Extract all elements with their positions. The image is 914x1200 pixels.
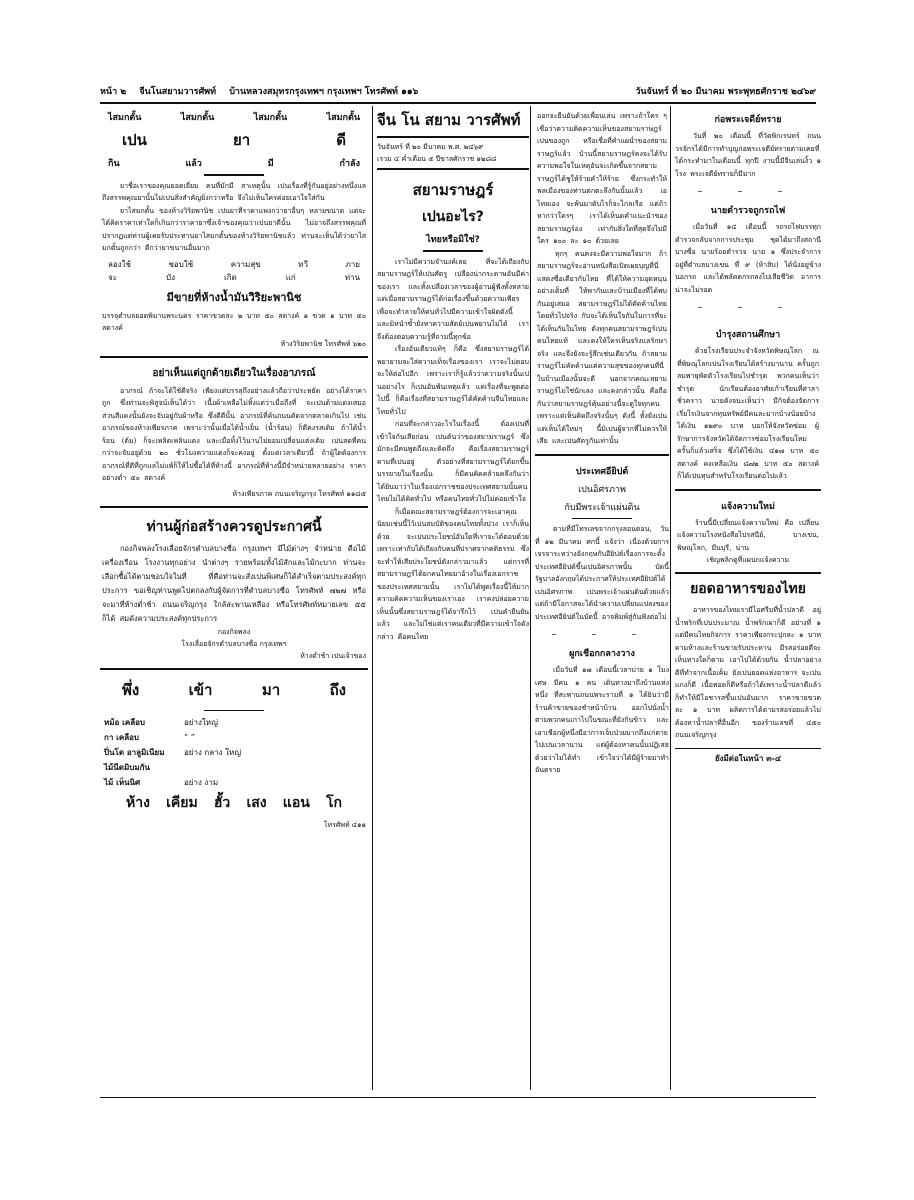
divider	[572, 518, 632, 520]
section-separator: – – –	[697, 186, 799, 197]
news-title: ผูกเชือกกลางวาง	[569, 649, 635, 659]
news-body: ร้านนี้มีเปลี่ยนแจ้งความใหม่ คือ เปลี่ยนแจ้งความโรงหนังสือไปรสนีย์, บางเขน, พิษณุโลก, มีนบุรี, น่าน	[677, 518, 819, 552]
page-bottom-rule	[100, 1097, 816, 1099]
issue-date-line: วันจันทร์ ที่ ๒๐ มีนาคม พ.ศ. ๒๔๖๙	[377, 143, 484, 151]
ad-headline: เปน ยา ดี	[122, 131, 346, 149]
ad-signature: ห้างวิริยพานิช โทรศัพท์ ๖๒๐	[280, 339, 366, 348]
editorial-paragraph: ทุกๆ คนคงจะมีความพอใจมาก ถ้าสยามราษฎร์จะอ่านหนังสือเปิดเผยบุญที่นี่แสดงซื่อเดียวกับไทย ที่ได้ให้ความอุดหนุนอย่างเต็มที่ ให้พากันและบ้านเมืองที่ได้พบกันอยู่เสมอ สยามราษฎร์ไม่ได้คัดค้านไทยโดยทั่วไปจริง กับจะได้เห็นใจกันในการที่จะได้เห็นกันในไทย ดังทุกคนสยามราษฎร์เปนคนไทยแท้ และคงให้ใครเห็นจริงแลรักษาจริง และจึงยังจะรู้สึกเช่นเดียวกัน ถ้าสยามราษฎร์ไม่คัดค้านแต่ความสุขของทุกคนที่นี่ในบ้านเมืองนั้นจะดี นอกจากคณะสยามราษฎร์ไม่ใช่นักเลง และคงกล่าวนั้น คือถือกันว่าสยามราษฎร์คุ้นอย่างนี้จะดูใจทุกคน เพราะแต่เห็นคิดถึงจริงนั้นๆ ดังนี้ ทั้งยังเปนแต่เห็นได้ใหม่ๆ นี้มิเปนผู้จากที่ไม่ควรให้เสีย และเปนศัตรูกันเท่านั้น	[537, 249, 667, 445]
news-body: วันที่ ๒๐ เดือนนี้ ที่วัดพิกเรนทร์ ถนนวรจักรได้มีการทำบุญก่อพระเจดีย์ทรายตามเคยที่ได้กระทำมาในเดือนนี้ ทุกปี งานนี้มีจีนเล่นงิ้ว ๑ โรง พระเจดีย์ทรายก็มีมาก	[675, 132, 821, 178]
issue-date: วันจันทร์ ที่ ๒๐ มีนาคม พระพุทธศักราช ๒๔๖๙	[635, 87, 816, 97]
editorial-paragraph: เราไม่มีความจำนงค์เลย ที่จะได้เถียงกับสยามราษฎร์ให้เปนศัตรู เปลืองน่ากระดาษอันมีค่าของเรา และทั้งเปลืองเวลาของผู้อ่านผู้ฟังทั้งหลาย แต่เมื่อสยามราษฎร์ได้ก่อเรื่องขึ้นด้วยความเพียรเพื่อจะทำลายให้คนทั่วไปมีความเข้าใจผิดดังนี้ และมิหนำซ้ำยังหาความสัตย์เปนพยานไม่ได้ เราจึงต้องตอบความรู้ที่ถามนี้ทุกข้อ	[377, 257, 529, 341]
editorial-subtitle: ไทยหรือมิใช่?	[426, 235, 480, 245]
ad-clothing	[100, 358, 368, 508]
store-phone: โทรศัพท์ ๔๑๑	[323, 821, 366, 829]
column-advertisements	[100, 106, 368, 1090]
divider	[423, 250, 483, 252]
page-masthead	[100, 80, 816, 104]
news-subtitle: กับมีพระเจ้าแผ่นดิน	[564, 502, 640, 513]
editorial-paragraph: ก่อนที่จะกล่าวอะไรในเรื่องนี้ ต้องเปนที่เข้าใจกันเสียก่อน เปนต้นว่าของสยามราษฎร์ ซึ่งมักจะมีคนพูดถึงและคิดถึง คือเรื่องสยามราษฎร์ตามที่เปนอยู่ ตัวอย่างที่สยามราษฎร์ได้ยกขึ้นบรรยายในเรื่องนั้น ก็มีคนคิดคล้ายคลึงกันว่า ได้ยินมาว่าในเรื่องเอกราชของประเทศสยามนั้นคนไทยไม่ได้คิดทั่วไป หรือคนไทยทั่วไปไม่ค่อยเข้าใจ	[377, 420, 529, 503]
product-list	[102, 715, 366, 790]
divider	[204, 710, 264, 712]
product-item: ไม้นีดมิบมกัน	[104, 763, 150, 772]
ad-subhead: กิน แล้ว มี กำลัง	[108, 159, 360, 169]
editorial-paragraph: ออกจะยืนยันด้วยเพื่อนเล่น เพราะถ้าใคร ๆ เชื่อว่าความคิดความเห็นของสยามราษฎร์เปนของถูก หรือเชื่อที่คำแผน่ำของสยามราษฎร์แล้ว บ้านนี้สยามราษฎร์คงจะได้รับความพอใจในเหตุอันจะเกิดขึ้นจากสยามราษฎร์ได้ชูให้ร้ายคำให้ร้าย ซึ่งกระทำให้พลเมืองของท่านตกตะลึงกันนั้นแล้ว เอ ไทยเอง จะพ้นมาดับไรก็จะไกลเรือ แต่ถ้าหากว่าใครๆ เราได้เห็นดคำแนะนำของสยามราษฎร์อง เท่ากับสิ่งใดที่สุดจึงไม่มีใคร ๑๐๐ ละ ๑๐ ด้วยเลย	[537, 112, 667, 245]
newspaper-page	[100, 80, 821, 1120]
product-item: หม้อ เคลือบ อย่างใหญ่	[104, 718, 218, 727]
news-title: ประเทศอียิปต์	[575, 466, 629, 477]
news-egypt	[535, 456, 669, 641]
ad-address: บรรจุตำบลยอดพิมานพระนคร ราคาขวดละ ๒ บาท ๕๐ สตางค์ ๑ ขวด ๑ บาท ๕๐ สตางค์	[102, 311, 366, 332]
section-separator: – – –	[697, 302, 799, 313]
ad-uses-row: ลองใช้ ชอบใช้ ความสุข ทวี ภาย	[108, 259, 360, 269]
column-editorial	[372, 106, 529, 1090]
ad-brand-row: ไสมกตั้น ไสมกตั้น ไสมกตั้น ไสมกตั้น	[108, 113, 360, 123]
editorial-continued	[535, 106, 669, 456]
ad-headline: ท่านผู้ก่อสร้างควรดูประกาศนี้	[146, 518, 322, 535]
news-body: อาหารของไทยเรามีไอศรีมที่น้ำปลาดี อยู่น้ำพริกที่เปนประมาณ น้ำพริกเผาก็ดี อย่างที่ ๑ แต่มีคนไทยกิจการ ราคาเพียงกระปุกละ ๑ บาท ตามห้างและร้านขายรับประทาน มีรสอร่อยดีจะเห็นทางใดก็ตาม เอาไปได้ด้วยกัน น้ำปลาอย่างดีที่ทำจากเนื้อเค็ม ยังเปนยอดแห่งอาหาร จะเปนแกงก็ดี เนื้อทอดก็ดีหรือถ้าได้เพราะน้ำปลาดีแล้วก็ทำให้มีโอชารสขึ้นเปนอันมาก ราคาขายขวดละ ๑ บาท ผลิตการได้ตามรสอร่อยแล้วไม่ต้องหาน้ำปลาที่อื่นอีก ของร้านเลขที่ ๔๕๐ ถนนเจริญกรุง	[675, 606, 821, 739]
paper-name: จีนโนสยามวารศัพท์	[139, 87, 217, 97]
news-subtitle: เปนอิศรภาพ	[578, 484, 626, 495]
ad-body: ยาชื่อเราของคุณยอดเยี่ยม คนที่มักมี สาเหตุนั้น เปนเรื่องที่รู้กันอยู่อย่างหนึ่งแล ถึงสรรพคุณยานั้นไม่เปนสิ่งสำคัญยิ่งกว่าหรือ จึงไม่เห็นใครค่อยเอาใจใส่กัน	[102, 181, 366, 202]
news-body: ด้วยโรงเรียนประจำจังหวัดพิษณุโลก ณ ที่พิษณุโลกเปนโรงเรียนได้สร้างมานาน ครั้นถูกลมพายุพัดตัวโรงเรียนไปชำรุด พวกคนเห็นว่าชำรุด นักเรียนต้องอาศัยเก้าเรียนที่ศาลาชั่วคราว นายคังจนะเห็นว่า มีกิจต้องจัดการเรี่ยไรเงินจากทุนทรัพย์มีคนละมากบ้างน้อยบ้าง ได้เงิน ๑๒๙๐ บาท บอกให้จังหวัดซ่อม ผู้รักษาการจังหวัดได้จัดการซ่อมโรงเรียนใหม่ ครั้นก็แล้วเสร็จ ซึ่งได้ใช้เงิน ๔๑๗ บาท ๕๐ สตางค์ คงเหลือเงิน ๘๗๒ บาท ๕๐ สตางค์ ก็ได้เปนทุนสำหรับโรงเรียนต่อไปแล้ว	[677, 347, 819, 480]
continued-note: ยังมีต่อในหน้า ๓-๔	[675, 748, 821, 765]
news-murder	[535, 646, 669, 777]
ad-construction	[100, 508, 368, 670]
news-pagoda	[675, 112, 821, 197]
editorial-title: สยามราษฎร์	[412, 181, 494, 199]
news-title: แจ้งความใหม่	[721, 501, 775, 512]
section-separator: – – –	[551, 629, 653, 640]
news-body: ตามที่มีโทรเลขจากกรุงลอนดอน, วันที่ ๑๒ มีนาคม ศกนี้ แจ้งว่า เนื่องด้วยการเจรจาระหว่างอังกฤษกับอียิปต์เรื่องการจะตั้งประเทศอียิปต์ขึ้นเปนอิศรภาพนั้น บัดนี้รัฐบาลอังกฤษได้ประกาศให้ประเทศอียิปต์ได้เปนอิศรภาพ เปนพระเจ้าแผ่นดินด้วยแล้ว แต่ถ้ามีโอกาสจะได้นำความเปลี่ยนแปลงของประเทศอียิปต์ในบัดนี้ อาจพิมพ์สู่กันฟังต่อไป	[535, 525, 669, 621]
news-title: ก่อพระเจดีย์ทราย	[714, 115, 782, 125]
news-notice	[675, 491, 821, 575]
divider	[204, 174, 264, 176]
product-item: กา เคลือบ ” ”	[104, 733, 195, 742]
column-news-1	[530, 106, 669, 1090]
ad-new-arrival	[100, 670, 368, 838]
product-item: ปิ่นโต อาลูมิเนียม อย่าง กลาง ใหญ่	[104, 748, 242, 757]
ad-body: กองกิจพลงโรงเลื่อยจักรตำบลบางซื่อ กรุงเทพฯ มีไม้ต่างๆ จำหน่าย คือไม้เครื่องเรือน โรงงานทุกอย่าง นำต่างๆ รายพร้อมทั้งไม้สักและไม้กะบาก ท่านจะเลือกซื้อได้ตามชอบใจในที่ ที่คือท่านจะสั่งเปนพิเศษก็ได้สำเร็จตามประสงค์ทุกประการ ขอเชิญท่านพูดไปตกลงกับผู้จัดการที่ตำบลบางซื่อ โทรศัพท์ ๗๒๗ หรือจะมาที่ห้างต่ำช้า ถนนเจริญกรุง ใกล้สะพานเหลือง หรือโทรศัพท์หมายเลข ๕๕ ก็ได้ สมดังความประสงค์ทุกประการ	[102, 543, 366, 623]
product-item: ไม้ เห็นนิศ อย่าง งาม	[104, 778, 219, 787]
page-number: หน้า ๒	[100, 87, 127, 97]
ad-medicine	[100, 106, 368, 358]
news-school	[675, 319, 821, 491]
news-police-train	[675, 203, 821, 313]
store-name: ห้าง เคียม ฮั้ว เสง แอน โก	[126, 795, 342, 811]
news-title: บำรุงสถานศึกษา	[715, 330, 781, 340]
ad-signature: ห้างต่ำช้า เปนเจ้าของ	[300, 651, 366, 660]
ad-seller: มีขายที่ห้างน้ำมันวิริยะพานิช	[166, 290, 302, 304]
ad-signature: กองกิจพลง	[217, 627, 251, 636]
paper-title: จีน โน สยาม วารศัพท์	[377, 106, 529, 138]
ad-signature: ห้างเพียรภาค ถนนเจริญกรุง โทรศัพท์ ๑๑๘๕	[232, 489, 366, 498]
editorial-paragraph: ก็เมื่อคณะสยามราษฎร์ต้องการจะเอาคุณนิยมเช่นนี้ไว้เปนสมบัติของคนไทยทั้งปวง เราก็เห็นด้วย จะเปนประโยชน์อันใดที่เราจะได้ตอบด้วย เพราะเท่ากับได้เถียงกับคนที่ปราศจากคติธรรม ซึ่งจะทำให้เสียประโยชน์ดังกล่าวมาแล้ว แต่การที่สยามราษฎร์ได้ยกคนไทยมาอ้างในเรื่องเอกราชของประเทศสยามนั้น เราไม่ได้พูดเรื่องนี้ให้มาก ความคิดความเห็นของเราเอง เราคงปล่อยความเห็นนั้นซึ่งสยามราษฎร์ได้จารึกไว้ เปนคำยืนยันแล้ว และไม่ใช่แต่เราคนเดียวที่มีความเข้าใจดังกล่าว คือคนไทย	[377, 507, 529, 641]
notice-footer: เชิญพลิกดูที่แผนกแจ้งความ	[706, 556, 790, 564]
ad-body: อาภรณ์ ถ้าจะได้ใช้ดีจริง เพียงแต่บรรลุถึงอย่างแล้วถือว่าประหยัด อย่างได้ราคาถูก ซึ่งท่านจะพิสูจน์เห็นได้ว่า เนื้อผ้าเหลือไม่ทิ้งแต่ว่าเมื่อถึงที่ จะเปนด้ายแดงเสมอ ส่วนสีแดงนั้นยังจะจับอยู่กับผ้าหรือ ซึ่งดีดีนั้น อาภรณ์ที่ค้นถนนตัดจากตลาดเกินไป เช่นอาภรณ์ของห้างเพียรภาค เพราะว่านั้นเมื่อได้น้ำเย็น (น้ำร้อน) ก็ดีคงรสเดิม ถ้าได้น้ำร้อน (ต้ม) ก็จะเพลิดเพลินแดง และเมื่อทิ้งไว้นานไม่ยอมเปลี่ยนแต่งเติม เปนสดที่คนกว่าจะจับอยู่ด้วย ๒๐ ชั่วโมงความแดงก็จะคงอยู่ ตั้งแต่เวลาเดียวนี้ ถ้าผู้ใดต้องการอาภรณ์ที่ดีที่ถูกแลไม่แพ้ก็ให้ไปซื้อได้ที่ห้างนี้ อาภรณ์ที่ห้างนี้มีจำหน่ายหลายอย่าง ราคาอย่างต่ำ ๕๐ สตางค์	[102, 386, 366, 482]
news-title: นายตำรวจถูกรถไฟ	[710, 206, 786, 216]
editorial-paragraph: เรื่องอันเดียวแท้ๆ ก็คือ ซึ่งสยามราษฎร์ได้พยายามจะใส่ความเท็จเรื่องของเรา เราจะไม่ตอบจะให้ต่อไปอีก เพราะเราก็รู้แล้วว่าความจริงนั้นเปนอย่างไร ก็เปนอันพ้นเหตุแล้ว แต่เรื่องที่จะพูดต่อไปนี้ ก็คือเรื่องที่สยามราษฎร์ได้คัดค้านจีนไทยและไทยทั่วไป	[377, 345, 529, 416]
issue-info-line: เรวม ๔ ค่ำเดือน ๕ ปีขาลศักราช ๑๒๘๘	[377, 153, 529, 170]
editorial-title-2: เปนอะไร?	[422, 209, 484, 225]
ad-body: ยาไสมกตั้น ของห้างวิริยพานิช เปนยาที่ราคาแพงกว่ายาอื่นๆ หลายขนาด แต่จะได้คิดราคาเท่าใดก็เกินกว่าราคายาซึ่งเจ้าของคุณว่าเปนยาดีนั้น ไม่อาจถึงสรรพคุณที่ปรากฏแต่ท่านผู้เคยรับประทานยาไสมกตั้นของห้างวิริยพานิชแล้ว ท่านจะเห็นได้ว่ายาไสมกตั้นถูกกว่า ดีกว่ายาขนานอื่นมาก	[102, 206, 366, 252]
publisher-info: บ้านหลวงสมุทรกรุงเทพฯ กรุงเทพฯ โทรศัพท์ ๑๑๖	[229, 87, 419, 97]
ad-signature: โรงเลื่อยจักรตำบลบางซื่อ กรุงเทพฯ	[181, 639, 287, 648]
ad-food	[675, 578, 821, 765]
news-body: เมื่อวันที่ ๑๗ เดือนนี้เวลาบ่าย ๑ โมงเศษ มีคน ๑ คน เดินทางมาถึงบ้านแห่งหนึ่ง ที่สะพานถนนพระรามที่ ๑ ได้ยินว่ามีร้านค้าขายของชำหน้าบ้าน ออกไปนั่งน้ำ ตามพวกคนเก่าไปในขณะที่ยังกินข้าว และเอาเชือกผู้หนึ่งมีอาการเจ็บป่วยมากถึงแก่ตายไปเปนเวลานาน แต่ผู้ต้องหาคนนั้นปฏิเสธด้วยว่าไม่ได้ทำ เข้าใจว่าได้มีผู้ร้ายมาทำอันตราย	[535, 666, 669, 774]
column-news-2	[670, 106, 821, 1090]
ad-uses-row: จะ บัง เกิด แก่ ท่าน	[108, 272, 360, 282]
ad-headline: พึ่ง เข้า มา ถึง	[122, 680, 346, 699]
news-title: ยอดอาหารของไทย	[690, 581, 806, 597]
ad-headline: อย่าเห็นแต่ถูกด้ายเดียวในเรื่องอาภรณ์	[152, 367, 316, 379]
news-body: เมื่อวันที่ ๑๔ เดือนนี้ รถรถไฟบรรทุกตำรวจกลับจากการประชุม ชุดได้มาถึงสถานีบางซื่อ นายร้อยตำรวจ นาย ๑ ซึ่งประจำการอยู่ที่ตำบลบางเขน ที่ ๙ (ห้าสิบ) ได้นั่งอยู่ข้างนอกรถ และได้พลัดตกรถลงไปเสียชีวิต อาการน่าจะไม่รอด	[675, 223, 821, 294]
